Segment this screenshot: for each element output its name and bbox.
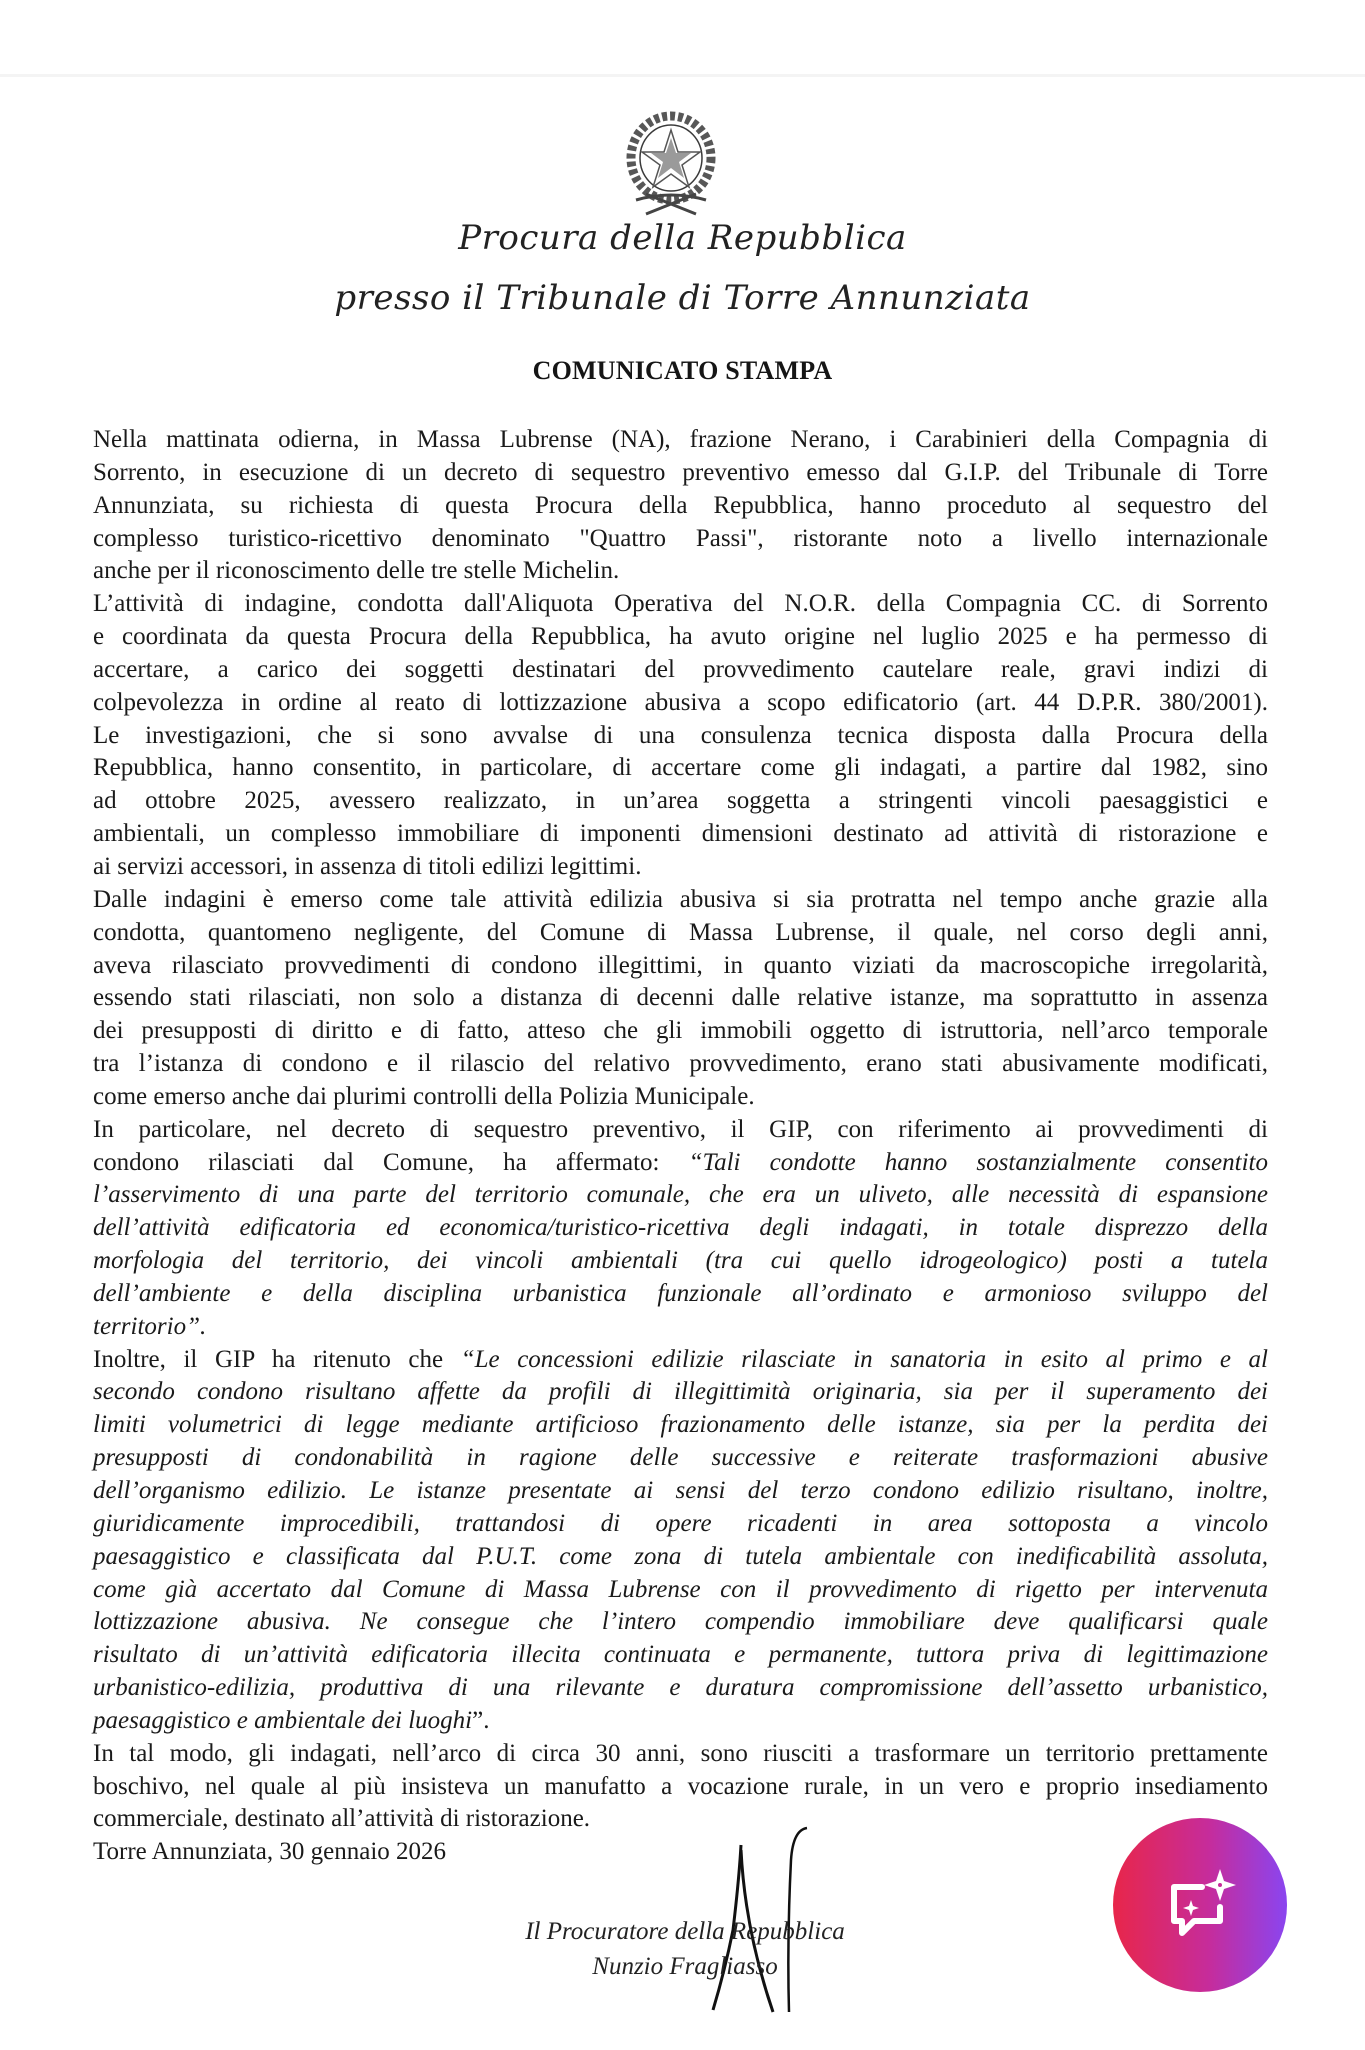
text-line	[93, 588, 1268, 621]
press-release-body	[93, 424, 1268, 1869]
text-line	[93, 1081, 1268, 1114]
text-line	[93, 1344, 1268, 1377]
text-run: Torre Annunziata, 30 gennaio 2026	[93, 1838, 447, 1866]
text-line	[93, 1508, 1268, 1541]
quoted-text-run: secondo condono risultano affette da profili di illegittimità originaria, sia per il superamento dei	[93, 1378, 1268, 1406]
text-line	[93, 1048, 1268, 1081]
text-line	[93, 1147, 1268, 1180]
text-run: ai servizi accessori, in assenza di titoli edilizi legittimi.	[93, 852, 642, 880]
text-run: ad ottobre 2025, avessero realizzato, in un’area soggetta a stringenti vincoli paesaggistici e	[93, 787, 1268, 815]
text-line	[93, 1672, 1268, 1705]
text-run: Inoltre, il GIP ha ritenuto che	[93, 1345, 461, 1373]
text-line	[93, 1705, 1268, 1738]
quoted-text-run: giuridicamente improcedibili, trattandosi di opere ricadenti in area sottoposta a vincolo	[93, 1509, 1268, 1537]
text-line	[93, 720, 1268, 753]
text-line	[93, 1114, 1268, 1147]
signatory-name: Nunzio Fragliasso	[592, 1953, 778, 1980]
text-run: tra l’istanza di condono e il rilascio del relativo provvedimento, erano stati abusivamente modificati,	[93, 1050, 1268, 1078]
text-line	[93, 1771, 1268, 1804]
text-run: boschivo, nel quale al più insisteva un manufatto a vocazione rurale, in un vero e proprio insediamento	[93, 1772, 1268, 1800]
text-run: Dalle indagini è emerso come tale attività edilizia abusiva si sia protratta nel tempo anche grazie alla	[93, 885, 1268, 913]
text-line	[93, 1738, 1268, 1771]
text-run: Nella mattinata odierna, in Massa Lubrense (NA), frazione Nerano, i Carabinieri della Compagnia di	[93, 426, 1268, 453]
quoted-text-run: “Le concessioni edilizie rilasciate in sanatoria in esito al primo e al	[460, 1345, 1268, 1373]
text-line	[93, 1245, 1268, 1278]
text-line	[93, 1541, 1268, 1574]
text-line	[93, 687, 1268, 720]
quoted-text-run: dell’organismo edilizio. Le istanze presentate ai sensi del terzo condono edilizio risultano, inoltre,	[93, 1477, 1268, 1504]
text-line	[93, 851, 1268, 884]
text-line	[93, 1606, 1268, 1639]
text-line	[93, 1475, 1268, 1508]
text-line	[93, 1179, 1268, 1212]
text-run: condotta, quantomeno negligente, del Comune di Massa Lubrense, il quale, nel corso degli anni,	[93, 918, 1268, 946]
italian-republic-emblem-icon	[618, 108, 724, 218]
text-run: complesso turistico-ricettivo denominato "Quattro Passi", ristorante noto a livello internazionale	[93, 524, 1268, 552]
text-line	[93, 1442, 1268, 1475]
text-line	[93, 1639, 1268, 1672]
text-run: ”.	[472, 1706, 490, 1734]
text-line	[93, 950, 1268, 983]
text-run: Sorrento, in esecuzione di un decreto di sequestro preventivo emesso dal G.I.P. del Tribunale di Torre	[93, 458, 1268, 486]
text-run: L’attività di indagine, condotta dall'Aliquota Operativa del N.O.R. della Compagnia CC. di Sorrento	[93, 590, 1268, 618]
text-line	[93, 917, 1268, 950]
text-line	[93, 785, 1268, 818]
text-line	[93, 490, 1268, 523]
text-line	[93, 752, 1268, 785]
text-run: colpevolezza in ordine al reato di lottizzazione abusiva a scopo edificatorio (art. 44 D.P.R. 380/2001).	[93, 688, 1268, 716]
quoted-text-run: urbanistico-edilizia, produttiva di una rilevante e duratura compromissione dell’assetto urbanistico,	[93, 1674, 1268, 1702]
quoted-text-run: l’asservimento di una parte del territorio comunale, che era un uliveto, alle necessità di espansione	[93, 1181, 1268, 1209]
text-line	[93, 457, 1268, 490]
text-line	[93, 1311, 1268, 1344]
office-subtitle: presso il Tribunale di Torre Annunziata	[334, 278, 1031, 318]
text-line	[93, 982, 1268, 1015]
office-name: Procura della Repubblica	[458, 218, 907, 258]
text-run: In particolare, nel decreto di sequestro preventivo, il GIP, con riferimento ai provvedimenti di	[93, 1115, 1268, 1143]
text-line	[93, 884, 1268, 917]
quoted-text-run: presupposti di condonabilità in ragione delle successive e reiterate trasformazioni abusive	[93, 1444, 1268, 1472]
signatory-title: Il Procuratore della Repubblica	[525, 1918, 845, 1945]
text-line	[93, 1803, 1268, 1836]
text-line	[93, 1376, 1268, 1409]
text-line	[93, 1015, 1268, 1048]
text-line	[93, 424, 1268, 457]
ai-assistant-button[interactable]	[1113, 1818, 1287, 1992]
text-line	[93, 621, 1268, 654]
text-run: anche per il riconoscimento delle tre stelle Michelin.	[93, 557, 620, 585]
text-run: Annunziata, su richiesta di questa Procura della Repubblica, hanno proceduto al sequestro del	[93, 491, 1268, 519]
document-title: COMUNICATO STAMPA	[532, 356, 833, 385]
text-line	[93, 1574, 1268, 1607]
text-run: ambientali, un complesso immobiliare di imponenti dimensioni destinato ad attività di ristorazione e	[93, 820, 1268, 848]
top-separator	[0, 74, 1365, 77]
text-run: essendo stati rilasciati, non solo a distanza di decenni dalle relative istanze, ma soprattutto in assenza	[93, 984, 1268, 1012]
quoted-text-run: morfologia del territorio, dei vincoli ambientali (tra cui quello idrogeologico) posti a tutela	[93, 1247, 1268, 1275]
quoted-text-run: “Tali condotte hanno sostanzialmente consentito	[688, 1148, 1268, 1176]
text-run: e coordinata da questa Procura della Repubblica, ha avuto origine nel luglio 2025 e ha permesso di	[93, 623, 1268, 651]
text-line	[93, 1212, 1268, 1245]
text-run: aveva rilasciato provvedimenti di condono illegittimi, in quanto viziati da macroscopiche irregolarità,	[93, 951, 1268, 979]
quoted-text-run: paesaggistico e classificata dal P.U.T. come zona di tutela ambientale con inedificabilità assoluta,	[93, 1542, 1268, 1570]
text-run: commerciale, destinato all’attività di ristorazione.	[93, 1805, 591, 1833]
text-line	[93, 654, 1268, 687]
text-line	[93, 818, 1268, 851]
text-run: dei presupposti di diritto e di fatto, atteso che gli immobili oggetto di istruttoria, nell’arco temporale	[93, 1017, 1268, 1045]
quoted-text-run: come già accertato dal Comune di Massa Lubrense con il provvedimento di rigetto per intervenuta	[93, 1575, 1268, 1603]
quoted-text-run: territorio”.	[93, 1312, 207, 1340]
quoted-text-run: dell’attività edificatoria ed economica/turistico-ricettiva degli indagati, in totale disprezzo della	[93, 1214, 1268, 1242]
text-run: accertare, a carico dei soggetti destinatari del provvedimento cautelare reale, gravi indizi di	[93, 655, 1268, 683]
text-run: Le investigazioni, che si sono avvalse di una consulenza tecnica disposta dalla Procura della	[93, 721, 1268, 749]
text-run: come emerso anche dai plurimi controlli della Polizia Municipale.	[93, 1082, 755, 1110]
ai-chat-sparkle-icon	[1160, 1865, 1240, 1945]
text-line	[93, 555, 1268, 588]
quoted-text-run: lottizzazione abusiva. Ne consegue che l’intero compendio immobiliare deve qualificarsi quale	[93, 1608, 1268, 1636]
quoted-text-run: dell’ambiente e della disciplina urbanistica funzionale all’ordinato e armonioso sviluppo del	[93, 1279, 1268, 1307]
text-run: condono rilasciati dal Comune, ha affermato:	[93, 1148, 689, 1176]
text-run: In tal modo, gli indagati, nell’arco di circa 30 anni, sono riusciti a trasformare un territorio prettamente	[93, 1739, 1268, 1767]
quoted-text-run: paesaggistico e ambientale dei luoghi	[93, 1706, 473, 1734]
text-run: Repubblica, hanno consentito, in particolare, di accertare come gli indagati, a partire dal 1982, sino	[93, 754, 1268, 782]
text-line	[93, 1836, 1268, 1869]
quoted-text-run: risultato di un’attività edificatoria illecita continuata e permanente, tuttora priva di legittimazione	[93, 1641, 1268, 1669]
quoted-text-run: limiti volumetrici di legge mediante artificioso frazionamento delle istanze, sia per la perdita dei	[93, 1411, 1268, 1439]
text-line	[93, 1278, 1268, 1311]
text-line	[93, 1409, 1268, 1442]
text-line	[93, 523, 1268, 556]
